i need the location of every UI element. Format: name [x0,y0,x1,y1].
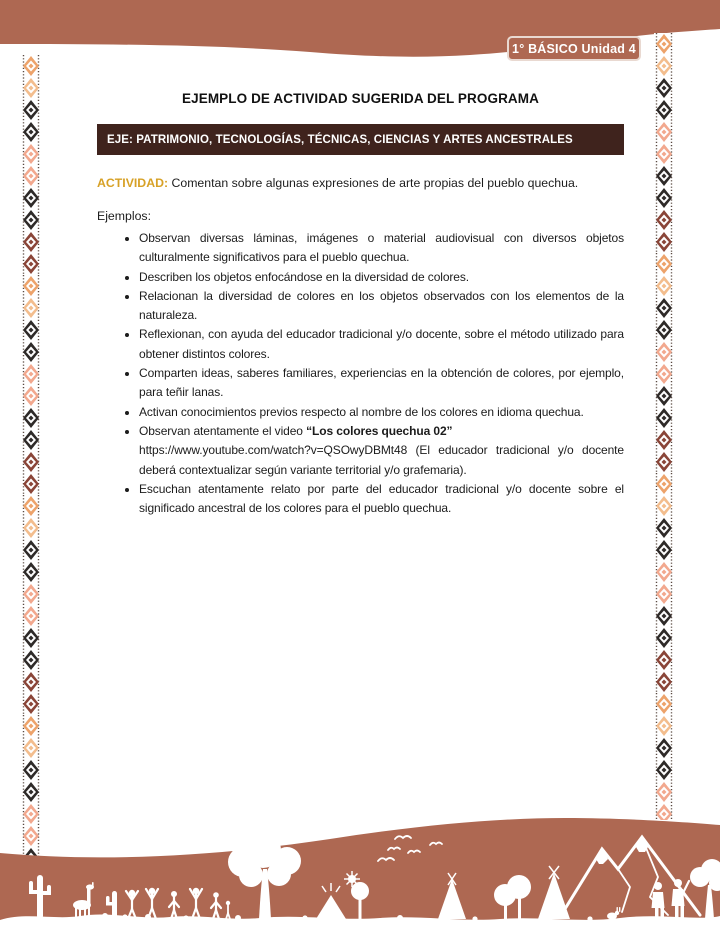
bullet-item [139,403,624,422]
examples-list [97,229,624,518]
eje-banner-label: EJE: PATRIMONIO, TECNOLOGÍAS, TÉCNICAS, CIENCIAS Y ARTES ANCESTRALES [107,133,573,146]
bullet-text: Observan diversas láminas, imágenes o material audiovisual con diversos objetos culturalmente significativos para el pueblo quechua. [139,231,624,265]
left-textile-border [21,55,41,870]
unit-badge [507,36,641,61]
page-title: EJEMPLO DE ACTIVIDAD SUGERIDA DEL PROGRAMA [182,91,539,106]
bullet-item [139,287,624,326]
bullet-text: Relacionan la diversidad de colores en los objetos observados con los elementos de la naturaleza. [139,288,624,323]
bullet-item [139,422,624,480]
bullet-item [139,480,624,519]
bullet-text: Reflexionan, con ayuda del educador tradicional y/o docente, sobre el método utilizado para obtener distintos colores. [139,327,624,361]
activity-line [97,176,624,191]
bullet-item [139,268,624,287]
right-textile-border [654,33,674,820]
bullet-text: Observan atentamente el video [139,423,307,438]
bullet-text: Activan conocimientos previos respecto al nombre de los colores en idioma quechua. [139,404,584,419]
bullet-item [139,364,624,403]
unit-badge-label: 1° BÁSICO Unidad 4 [512,41,636,56]
footer-landscape-silhouette [0,817,720,932]
bullet-text: Comparten ideas, saberes familiares, experiencias en la obtención de colores, por ejemplo, para teñir lanas. [139,366,624,400]
bullet-item [139,325,624,364]
activity-label: ACTIVIDAD: [97,176,169,190]
bullet-text: Describen los objetos enfocándose en la diversidad de colores. [139,269,470,284]
bullet-text: Escuchan atentamente relato por parte del educador tradicional y/o docente sobre el significado ancestral de los colores para el pueblo quechua. [139,481,624,516]
eje-banner [97,124,624,155]
video-title: “Los colores quechua 02” [306,423,453,438]
activity-text: Comentan sobre algunas expresiones de arte propias del pueblo quechua. [171,176,579,190]
video-url: https://www.youtube.com/watch?v=QSOwyDBMt48 (El educador tradicional y/o docente deberá contextualizar según variante territorial y/o grafemaria). [139,443,624,477]
examples-label: Ejemplos: [97,209,151,223]
bullet-item [139,229,624,268]
